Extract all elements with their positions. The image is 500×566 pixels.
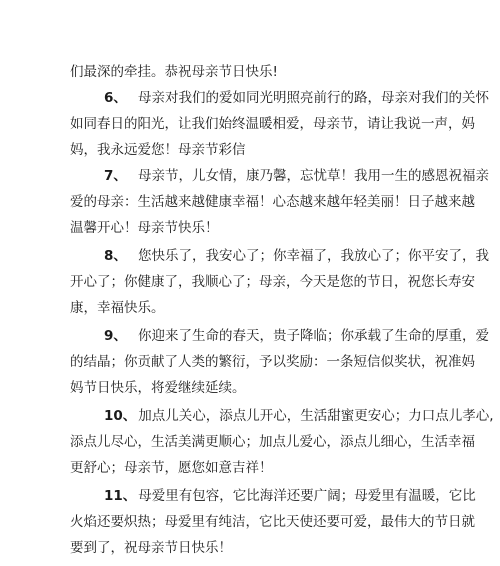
item-6-line-1	[70, 88, 489, 108]
item-7-line-1	[70, 166, 489, 186]
item-9-line-1	[70, 326, 489, 346]
item-text: 母爱里有包容，它比海洋还要广阔；母爱里有温暖，它比	[138, 488, 476, 504]
item-11-line-3: 要到了，祝母亲节日快乐！	[70, 540, 232, 556]
item-text: 你迎来了生命的春天，贵子降临；你承载了生命的厚重，爱	[138, 328, 489, 344]
item-8-line-3: 康，幸福快乐。	[70, 300, 165, 316]
item-text: 母亲对我们的爱如同光明照亮前行的路，母亲对我们的关怀	[138, 90, 489, 106]
item-number: 6、	[104, 90, 127, 106]
item-text: 母亲节，儿女情，康乃馨，忘忧草！我用一生的感恩祝福亲	[138, 168, 489, 184]
item-7-line-2: 爱的母亲：生活越来越健康幸福！心态越来越年轻美丽！日子越来越	[70, 194, 475, 210]
item-number: 11、	[104, 488, 137, 504]
item-8-line-1	[70, 246, 489, 266]
item-text: 加点儿关心，添点儿开心，生活甜蜜更安心；力口点儿孝心,	[138, 408, 494, 424]
item-10-line-3: 更舒心；母亲节，愿您如意吉祥！	[70, 460, 273, 476]
item-6-line-2: 如同春日的阳光，让我们始终温暖相爱，母亲节，请让我说一声，妈	[70, 116, 475, 132]
item-11-line-2: 火焰还要炽热；母爱里有纯洁，它比天使还要可爱，最伟大的节日就	[70, 514, 475, 530]
item-8-line-2: 开心了；你健康了，我顺心了；母亲，今天是您的节日，祝您长寿安	[70, 274, 475, 290]
item-number: 7、	[104, 168, 127, 184]
item-9-line-3: 妈节日快乐，将爱继续延续。	[70, 380, 246, 396]
item-6-line-3: 妈，我永远爱您！母亲节彩信	[70, 142, 246, 158]
intro-line: 们最深的牵挂。恭祝母亲节日快乐!	[70, 64, 278, 80]
item-10-line-1	[70, 406, 494, 426]
item-number: 10、	[104, 408, 137, 424]
item-7-line-3: 温馨开心！母亲节快乐！	[70, 220, 219, 236]
item-10-line-2: 添点儿尽心，生活美满更顺心；加点儿爱心，添点儿细心，生活幸福	[70, 434, 475, 450]
item-text: 您快乐了，我安心了；你幸福了，我放心了；你平安了，我	[138, 248, 489, 264]
item-number: 8、	[104, 248, 127, 264]
item-11-line-1	[70, 486, 476, 506]
item-number: 9、	[104, 328, 127, 344]
item-9-line-2: 的结晶；你贡献了人类的繁衍，予以奖励：一条短信似奖状，祝准妈	[70, 354, 475, 370]
